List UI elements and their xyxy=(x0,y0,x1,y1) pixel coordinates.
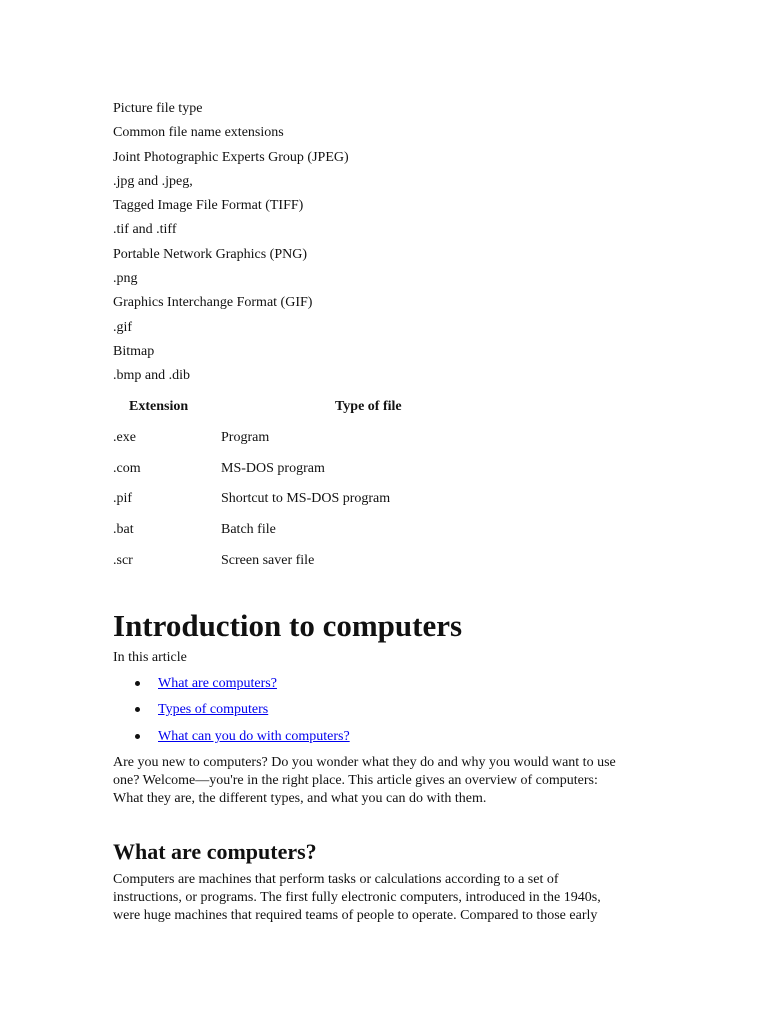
paragraph-line: Computers are machines that perform tasks or calculations according to a set of xyxy=(113,872,559,887)
paragraph-line: What they are, the different types, and what you can do with them. xyxy=(113,791,487,806)
table-cell-extension: .exe xyxy=(113,430,136,445)
section-heading: What are computers? xyxy=(113,839,317,864)
file-type-item: Portable Network Graphics (PNG) xyxy=(113,247,308,262)
table-cell-extension: .scr xyxy=(113,553,133,568)
paragraph-line: Are you new to computers? Do you wonder what they do and why you would want to use xyxy=(113,755,616,770)
common-extensions-heading: Common file name extensions xyxy=(113,125,284,140)
file-type-item: Joint Photographic Experts Group (JPEG) xyxy=(113,150,349,165)
table-cell-extension: .pif xyxy=(113,491,133,506)
file-type-item: .tif and .tiff xyxy=(113,222,177,237)
paragraph-line: were huge machines that required teams of people to operate. Compared to those early xyxy=(113,908,598,923)
table-header-extension: Extension xyxy=(129,399,189,414)
toc-link-text[interactable]: Types of computers xyxy=(158,702,269,717)
table-cell-extension: .com xyxy=(113,461,141,476)
table-cell-type: Program xyxy=(221,430,270,445)
article-title: Introduction to computers xyxy=(113,608,463,643)
table-cell-type: Shortcut to MS-DOS program xyxy=(221,491,391,506)
table-cell-type: MS-DOS program xyxy=(221,461,325,476)
bullet-icon xyxy=(135,707,140,712)
file-type-item: .png xyxy=(113,271,138,286)
file-type-item: Graphics Interchange Format (GIF) xyxy=(113,295,313,310)
paragraph-line: one? Welcome—you're in the right place. This article gives an overview of computers: xyxy=(113,773,598,788)
toc-link-text[interactable]: What are computers? xyxy=(158,676,277,691)
toc-label: In this article xyxy=(113,650,187,665)
file-type-item: .jpg and .jpeg, xyxy=(113,174,193,189)
picture-file-type-heading: Picture file type xyxy=(113,101,203,116)
bullet-icon xyxy=(135,681,140,686)
file-type-item: .gif xyxy=(113,320,133,335)
toc-link-types-of-computers[interactable] xyxy=(158,702,268,718)
file-type-item: .bmp and .dib xyxy=(113,368,190,383)
table-cell-type: Batch file xyxy=(221,522,276,537)
file-type-item: Tagged Image File Format (TIFF) xyxy=(113,198,304,213)
table-header-type-of-file: Type of file xyxy=(335,399,402,414)
file-type-item: Bitmap xyxy=(113,344,155,359)
toc-link-what-can-you-do[interactable] xyxy=(158,729,350,745)
table-cell-extension: .bat xyxy=(113,522,134,537)
paragraph-line: instructions, or programs. The first fully electronic computers, introduced in the 1940s, xyxy=(113,890,601,905)
table-cell-type: Screen saver file xyxy=(221,553,315,568)
toc-link-text[interactable]: What can you do with computers? xyxy=(158,729,350,744)
bullet-icon xyxy=(135,734,140,739)
toc-link-what-are-computers[interactable] xyxy=(158,676,277,692)
